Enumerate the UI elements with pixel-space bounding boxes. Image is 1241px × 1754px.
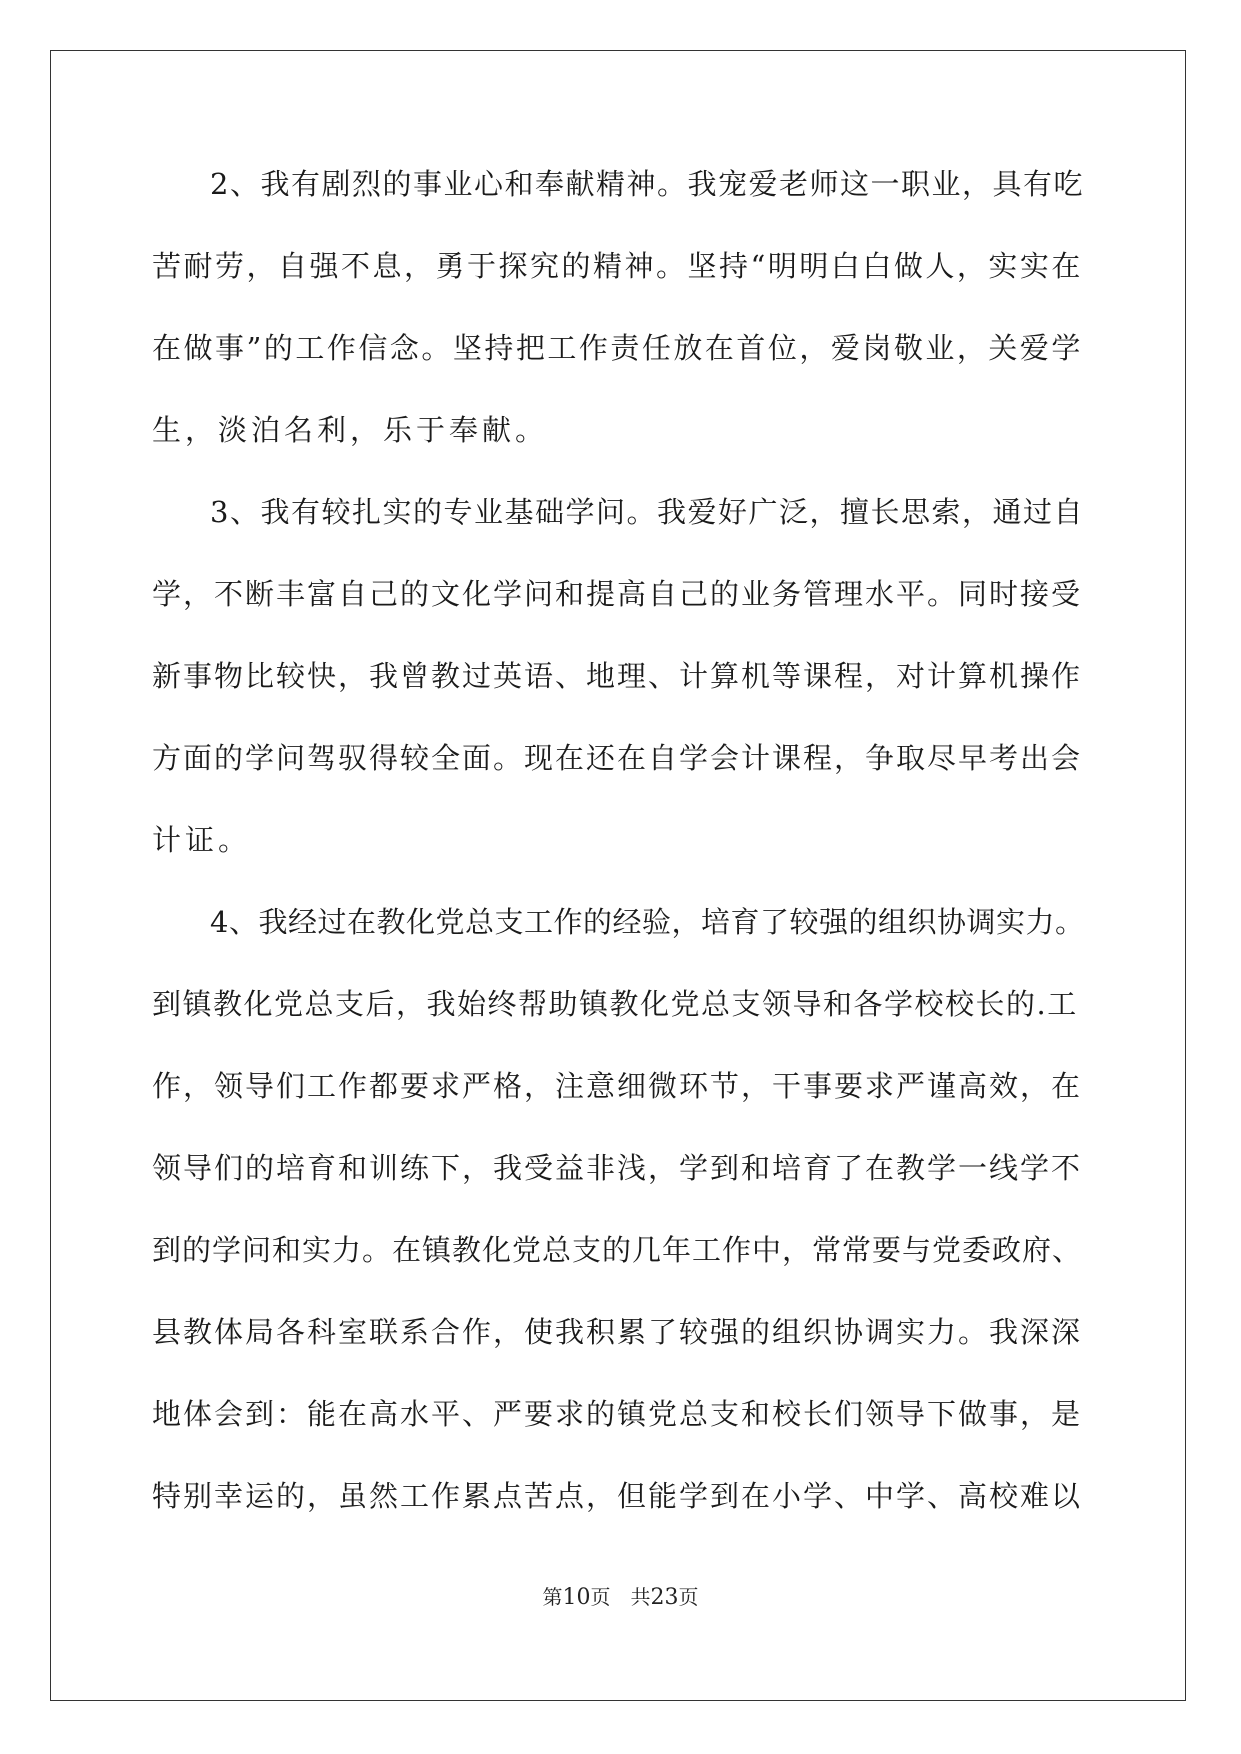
page-prefix: 第 <box>542 1585 563 1609</box>
text-line: 到的学问和实力。在镇教化党总支的几年工作中，常常要与党委政府、 <box>152 1233 1083 1267</box>
text-line: 地体会到：能在高水平、严要求的镇党总支和校长们领导下做事，是 <box>152 1397 1083 1431</box>
text-line: 计证。 <box>152 823 252 857</box>
text-line: 学，不断丰富自己的文化学问和提高自己的业务管理水平。同时接受 <box>152 577 1083 611</box>
text-line: 4、我经过在教化党总支工作的经验，培育了较强的组织协调实力。 <box>210 905 1085 939</box>
text-line: 苦耐劳，自强不息，勇于探究的精神。坚持“明明白白做人，实实在 <box>152 249 1083 283</box>
current-page-number: 10 <box>562 1585 591 1610</box>
text-line: 3、我有较扎实的专业基础学问。我爱好广泛，擅长思索，通过自 <box>210 495 1084 529</box>
text-line: 领导们的培育和训练下，我受益非浅，学到和培育了在教学一线学不 <box>152 1151 1083 1185</box>
text-line: 到镇教化党总支后，我始终帮助镇教化党总支领导和各学校校长的.工 <box>152 987 1078 1021</box>
text-line: 特别幸运的，虽然工作累点苦点，但能学到在小学、中学、高校难以 <box>152 1479 1083 1513</box>
text-line: 新事物比较快，我曾教过英语、地理、计算机等课程，对计算机操作 <box>152 659 1083 693</box>
total-page-number: 23 <box>650 1585 679 1610</box>
text-line: 生，淡泊名利，乐于奉献。 <box>152 413 549 447</box>
page-suffix: 页 <box>678 1585 699 1609</box>
page-mid: 页 共 <box>590 1585 651 1609</box>
page-footer <box>0 1584 1241 1611</box>
document-body <box>152 164 1088 1558</box>
text-line: 县教体局各科室联系合作，使我积累了较强的组织协调实力。我深深 <box>152 1315 1083 1349</box>
text-line: 方面的学问驾驭得较全面。现在还在自学会计课程，争取尽早考出会 <box>152 741 1083 775</box>
text-line: 作，领导们工作都要求严格，注意细微环节，干事要求严谨高效，在 <box>152 1069 1083 1103</box>
text-line: 在做事”的工作信念。坚持把工作责任放在首位，爱岗敬业，关爱学 <box>152 331 1083 365</box>
text-line: 2、我有剧烈的事业心和奉献精神。我宠爱老师这一职业，具有吃 <box>210 167 1084 201</box>
